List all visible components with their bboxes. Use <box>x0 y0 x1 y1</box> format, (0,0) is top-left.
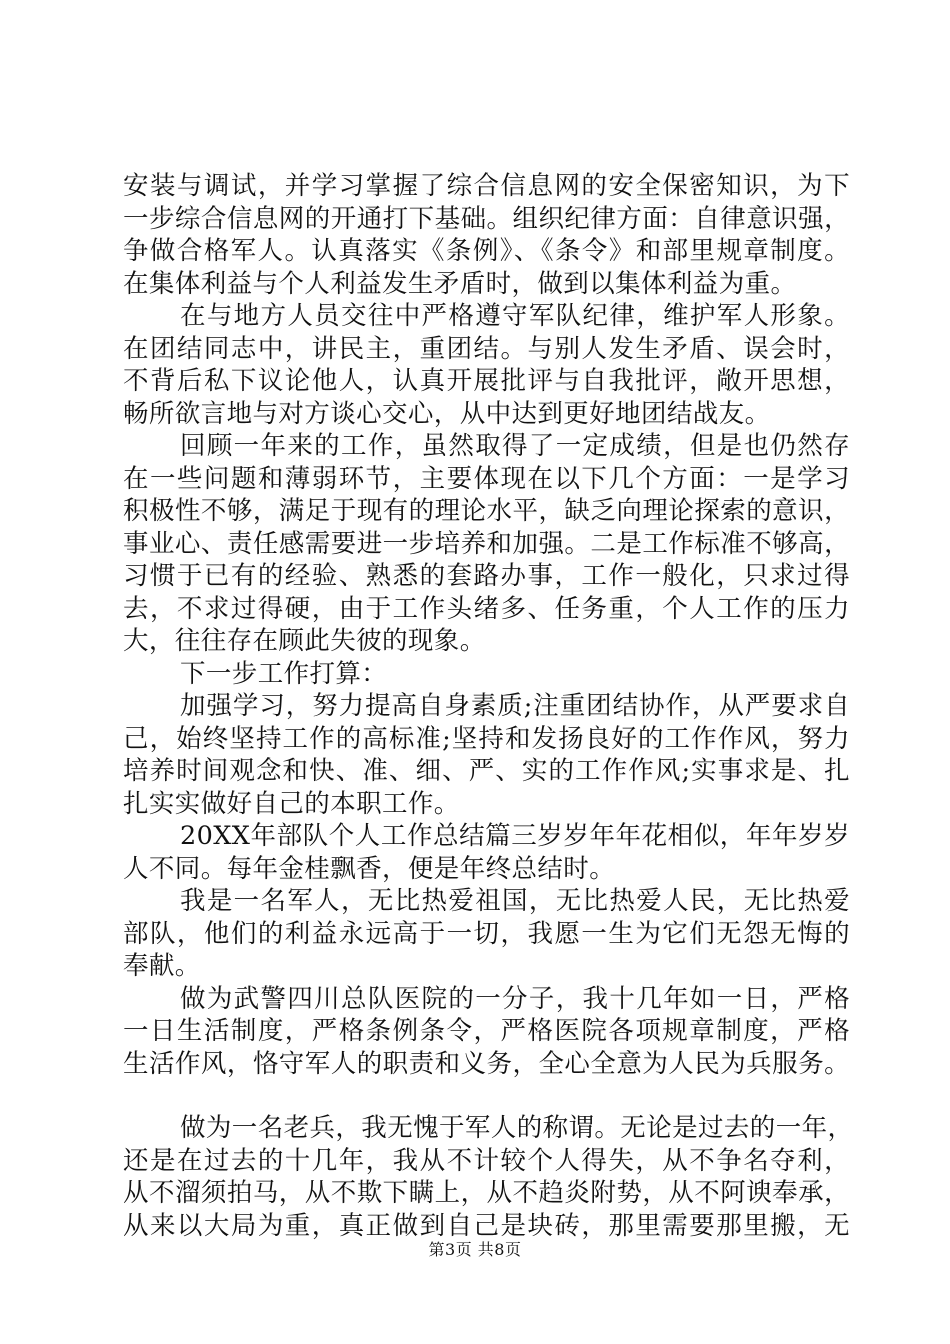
text-line: 一日生活制度，严格条例条令，严格医院各项规章制度，严格 <box>123 1016 850 1046</box>
text-line: 畅所欲言地与对方谈心交心，从中达到更好地团结战友。 <box>123 398 771 429</box>
section-heading: 下一步工作打算： <box>180 658 388 689</box>
text-line: 一步综合信息网的开通打下基础。组织纪律方面：自律意识强， <box>123 203 850 234</box>
paragraph-first-line: 我是一名军人，无比热爱祖国，无比热爱人民，无比热爱 <box>180 886 850 916</box>
text-line: 奉献。 <box>123 951 201 981</box>
text-line: 安装与调试，并学习掌握了综合信息网的安全保密知识，为下 <box>123 171 850 201</box>
paragraph-first-line: 回顾一年来的工作，虽然取得了一定成绩，但是也仍然存 <box>180 431 850 461</box>
text-line: 在团结同志中，讲民主，重团结。与别人发生矛盾、误会时， <box>123 333 850 364</box>
text-line: 部队，他们的利益永远高于一切，我愿一生为它们无怨无悔的 <box>123 918 850 949</box>
text-line: 争做合格军人。认真落实《条例》、《条令》和部里规章制度。 <box>123 236 850 266</box>
text-line: 生活作风，恪守军人的职责和义务，全心全意为人民为兵服务。 <box>123 1048 850 1079</box>
paragraph-first-line: 在与地方人员交往中严格遵守军队纪律，维护军人形象。 <box>180 301 850 331</box>
document-body <box>123 170 854 1242</box>
text-line: 人不同。每年金桂飘香，便是年终总结时。 <box>123 853 616 884</box>
text-line: 不背后私下议论他人，认真开展批评与自我批评，敞开思想， <box>123 366 850 396</box>
text-line: 去，不求过得硬，由于工作头绪多、任务重，个人工作的压力 <box>123 593 850 624</box>
paragraph-first-line: 加强学习，努力提高自身素质;注重团结协作，从严要求自 <box>180 691 850 721</box>
text-line: 扎实实做好自己的本职工作。 <box>123 788 460 819</box>
text-line: 己，始终坚持工作的高标准;坚持和发扬良好的工作作风，努力 <box>123 723 850 754</box>
text-line: 大，往往存在顾此失彼的现象。 <box>123 626 486 656</box>
text-line: 还是在过去的十几年，我从不计较个人得失，从不争名夺利， <box>123 1145 850 1176</box>
text-line: 在集体利益与个人利益发生矛盾时，做到以集体利益为重。 <box>123 268 797 299</box>
text-line: 培养时间观念和快、准、细、严、实的工作作风;实事求是、扎 <box>123 756 850 786</box>
paragraph-first-line: 20XX年部队个人工作总结篇三岁岁年年花相似，年年岁岁 <box>180 821 850 851</box>
text-line: 习惯于已有的经验、熟悉的套路办事，工作一般化，只求过得 <box>123 561 850 591</box>
paragraph-first-line: 做为武警四川总队医院的一分子，我十几年如一日，严格 <box>180 983 850 1014</box>
text-line: 事业心、责任感需要进一步培养和加强。二是工作标准不够高， <box>123 528 850 559</box>
text-line: 在一些问题和薄弱环节，主要体现在以下几个方面：一是学习 <box>123 463 850 494</box>
text-line: 从不溜须拍马，从不欺下瞒上，从不趋炎附势，从不阿谀奉承， <box>123 1178 850 1208</box>
text-line: 从来以大局为重，真正做到自己是块砖，那里需要那里搬，无 <box>123 1210 850 1241</box>
paragraph-first-line: 做为一名老兵，我无愧于军人的称谓。无论是过去的一年， <box>180 1113 854 1143</box>
page-number-footer: 第3页 共8页 <box>428 1240 522 1259</box>
text-line: 积极性不够，满足于现有的理论水平，缺乏向理论探索的意识， <box>123 496 850 526</box>
